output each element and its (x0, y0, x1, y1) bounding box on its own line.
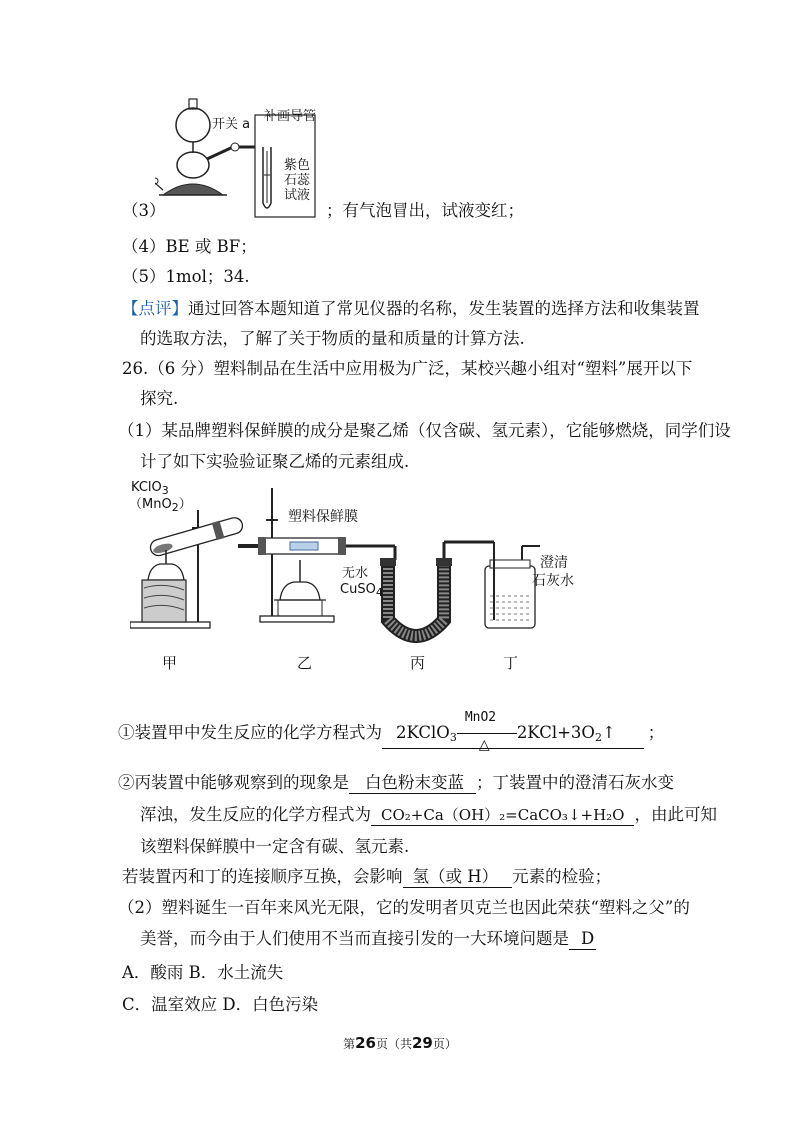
switch-a-icon (231, 143, 239, 151)
switch-label: 开关 a (212, 117, 251, 132)
answer-3-prefix: （3） (122, 201, 166, 220)
mno2-text: （MnO (129, 497, 172, 512)
sub2-line-1 (118, 772, 674, 794)
p2-line2-prefix: 美誉，而今由于人们使用不当而直接引发的一大环境问题是 (140, 929, 569, 948)
p2-answer: D (569, 929, 596, 950)
litmus-label-2: 石蕊 (284, 173, 311, 188)
cuso4-sub: 4 (375, 586, 383, 599)
catalyst-label: MnO2 (464, 709, 497, 725)
comment-line-1 (122, 298, 700, 320)
litmus-label-1: 紫色 (284, 158, 311, 173)
answer-4: （4）BE 或 BF； (122, 237, 257, 256)
sub2-line-2 (140, 804, 717, 826)
comment-tag: 【点评】 (122, 299, 188, 318)
footer-total: 29 (412, 1034, 433, 1052)
sub2-answer-1: 白色粉末变蓝 (349, 773, 476, 794)
swap-prefix: 若装置丙和丁的连接顺序互换，会影响 (122, 867, 403, 886)
p2-line-2 (140, 928, 596, 950)
mno2-sub: 2 (171, 501, 179, 514)
answer-3-text: ；有气泡冒出，试液变红； (326, 201, 524, 220)
sub2-line2-prefix: 浑浊，发生反应的化学方程式为 (140, 805, 371, 824)
sub2-mid: ；丁装置中的澄清石灰水变 (476, 773, 674, 792)
q26-part1-line-1: （1）某品牌塑料保鲜膜的成分是聚乙烯（仅含碳、氢元素），它能够燃烧，同学们设 (118, 421, 731, 440)
label-ding: 丁 (503, 654, 519, 672)
funnel-bulb (176, 108, 210, 142)
q26-part1-line-2: 计了如下实验验证聚乙烯的元素组成. (140, 452, 410, 471)
kclo3-sub: 3 (161, 484, 169, 497)
cuso4-label-1: 无水 (342, 566, 369, 581)
sub1-answer (382, 709, 644, 753)
apparatus-figure (130, 480, 590, 650)
swap-answer: 氢（或 H） (403, 867, 513, 888)
bottom-bowl (163, 184, 223, 195)
mno2-label (129, 497, 192, 516)
film-label: 塑料保鲜膜 (288, 509, 358, 525)
p2-line-1: （2）塑料诞生一百年来风光无限，它的发明者贝克兰也因此荣获“塑料之父”的 (118, 898, 690, 917)
footer-page: 26 (355, 1034, 376, 1052)
reaction-bar (457, 733, 517, 734)
limewater-label-2: 石灰水 (532, 573, 574, 589)
swap-line (122, 866, 611, 888)
footer-pre: 第 (343, 1037, 356, 1051)
kclo3-text: KClO (131, 480, 162, 495)
eq-left: 2KClO (396, 723, 450, 742)
litmus-label-3: 试液 (284, 188, 311, 203)
mno2-end: ） (178, 497, 192, 512)
cuso4-text: CuSO (340, 582, 376, 597)
limewater-label-1: 澄清 (540, 555, 568, 571)
reaction-condition (457, 709, 517, 753)
eq-right: 2KCl+3O (516, 723, 595, 742)
draw-tube-label: 补画导管 (264, 109, 317, 124)
sub1-suffix: ； (647, 723, 665, 742)
eq-arrow: ↑ (601, 723, 616, 742)
answer-5: （5）1mol；34. (122, 267, 250, 286)
comment-line-2: 的选取方法，了解了关于物质的量和质量的计算方法. (140, 329, 525, 348)
q26-line-2: 探究. (140, 389, 179, 408)
label-bing: 丙 (410, 654, 426, 672)
sub2-prefix: ②丙装置中能够观察到的现象是 (118, 773, 349, 792)
sub1-prefix: ①装置甲中发生反应的化学方程式为 (118, 723, 382, 742)
q26-line-1: 26.（6 分）塑料制品在生活中应用极为广泛，某校兴趣小组对“塑料”展开以下 (122, 359, 693, 378)
eq-left-sub: 3 (449, 731, 457, 744)
sub2-line2-suffix: ，由此可知 (634, 805, 717, 824)
sub2-equation: CO₂+Ca（OH）₂=CaCO₃↓+H₂O (371, 805, 634, 826)
middle-bulb (177, 152, 209, 178)
option-c-d: C．温室效应 D．白色污染 (122, 995, 319, 1014)
swap-suffix: 元素的检验； (512, 867, 612, 886)
label-yi: 乙 (297, 654, 313, 672)
heat-symbol: △ (478, 736, 490, 753)
sub1-line (118, 709, 665, 753)
comment-text-1: 通过回答本题知道了常见仪器的名称，发生装置的选择方法和收集装置 (188, 299, 700, 318)
option-a-b: A．酸雨 B．水土流失 (122, 963, 284, 982)
footer-post: 页） (432, 1037, 457, 1051)
eq-right-sub: 2 (594, 731, 602, 744)
label-jia: 甲 (162, 654, 178, 672)
apparatus-jia (130, 510, 262, 628)
cuso4-label-2 (340, 582, 383, 601)
sub2-line-3: 该塑料保鲜膜中一定含有碳、氢元素. (140, 837, 410, 856)
page-footer (0, 1034, 800, 1052)
apparatus-bing (380, 542, 494, 636)
footer-mid: 页（共 (375, 1037, 412, 1051)
